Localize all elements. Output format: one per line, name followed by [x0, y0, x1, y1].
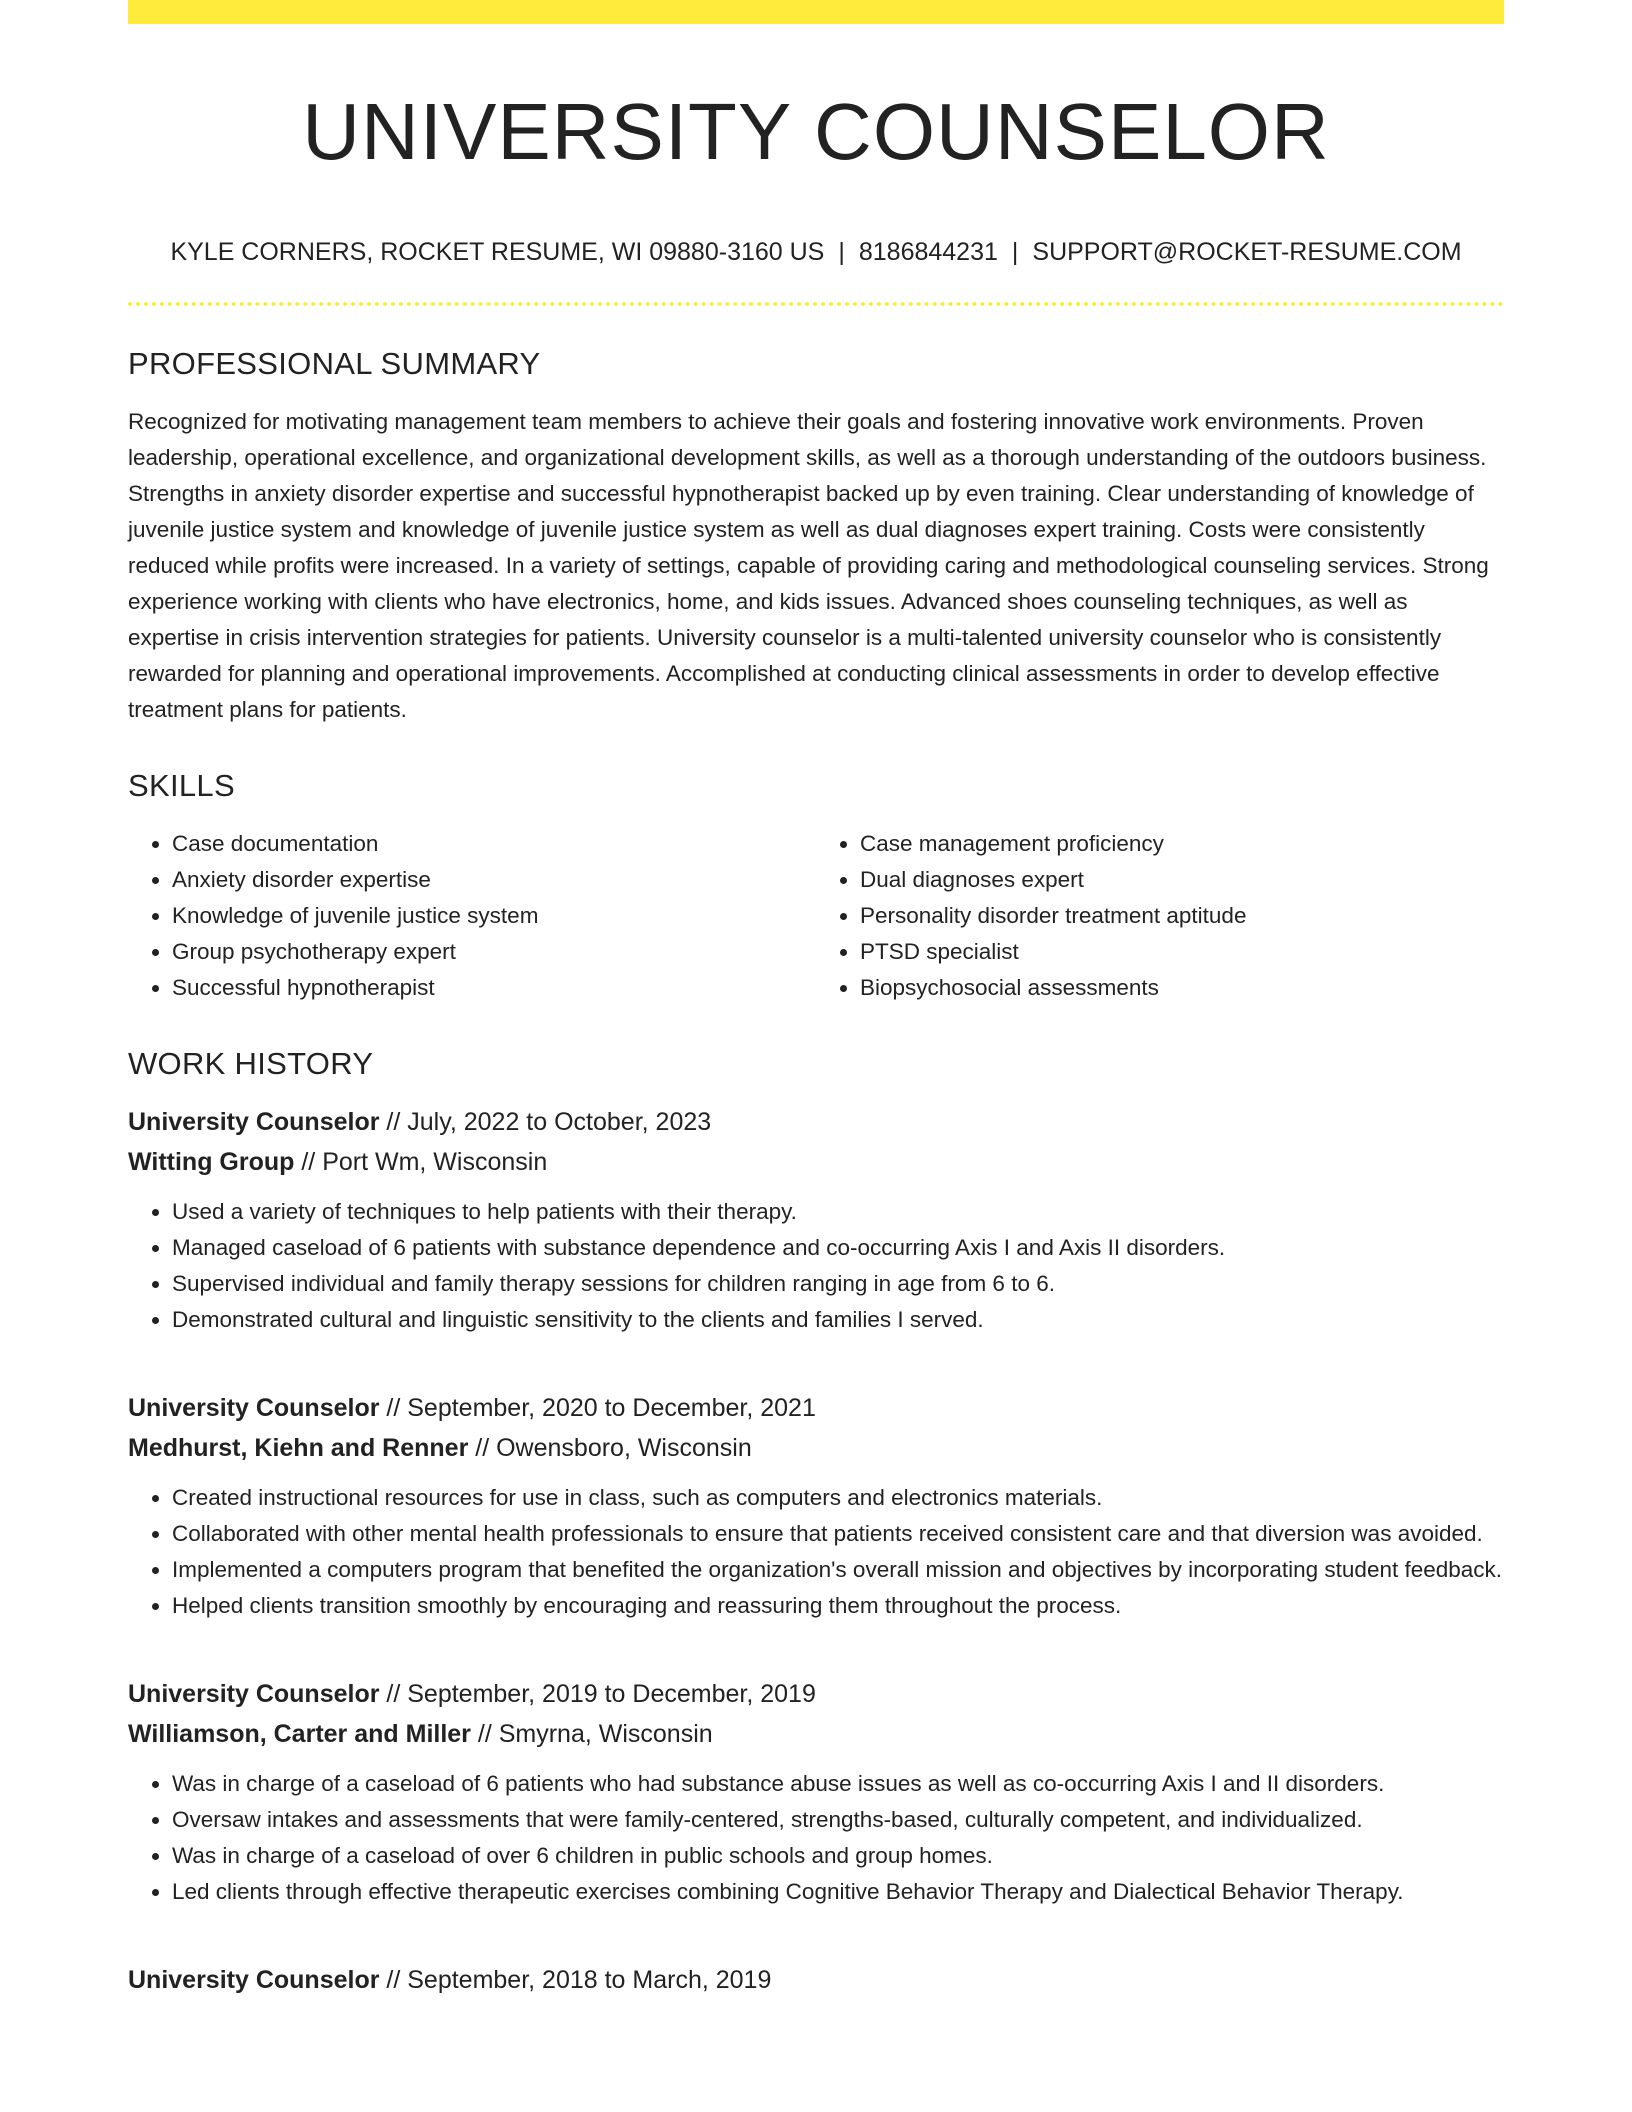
job-bullet: • Oversaw intakes and assessments that were family-centered, strengths-based, culturally competent, and individualized.: [172, 1802, 1504, 1838]
job-bullet: • Created instructional resources for use in class, such as computers and electronics materials.: [172, 1480, 1504, 1516]
skills-heading: SKILLS: [128, 768, 235, 803]
job-bullet: • Demonstrated cultural and linguistic sensitivity to the clients and families I served.: [172, 1302, 1504, 1338]
skill-item: • Successful hypnotherapist: [172, 970, 816, 1006]
contact-email: SUPPORT@ROCKET-RESUME.COM: [1032, 238, 1462, 266]
job-title-line: [128, 1388, 1504, 1428]
contact-separator: |: [1011, 238, 1019, 266]
skill-item: • Group psychotherapy expert: [172, 934, 816, 970]
job-bullets: [128, 1480, 1504, 1624]
job-bullet: • Was in charge of a caseload of 6 patients who had substance abuse issues as well as co-occurring Axis I and II disorders.: [172, 1766, 1504, 1802]
skills-list-left: [128, 826, 816, 1006]
job-title: University Counselor: [128, 1966, 380, 1994]
job-entry: [128, 1960, 1504, 2000]
job-bullet: • Supervised individual and family therapy sessions for children ranging in age from 6 to 6.: [172, 1266, 1504, 1302]
job-company: Witting Group: [128, 1148, 295, 1176]
skill-item: • Case management proficiency: [860, 826, 1504, 862]
job-company: Medhurst, Kiehn and Renner: [128, 1434, 469, 1462]
job-company-line: [128, 1714, 1504, 1754]
job-entry: [128, 1102, 1504, 1338]
work-history-heading: WORK HISTORY: [128, 1046, 374, 1081]
job-bullet: • Was in charge of a caseload of over 6 children in public schools and group homes.: [172, 1838, 1504, 1874]
contact-address: KYLE CORNERS, ROCKET RESUME, WI 09880-3160 US: [170, 238, 825, 266]
skill-item: • Biopsychosocial assessments: [860, 970, 1504, 1006]
job-location: // Smyrna, Wisconsin: [477, 1720, 713, 1748]
job-title-line: [128, 1102, 1504, 1142]
job-entry: [128, 1388, 1504, 1624]
job-bullet: • Led clients through effective therapeutic exercises combining Cognitive Behavior Therapy and Dialectical Behavior Therapy.: [172, 1874, 1504, 1910]
job-title-line: [128, 1960, 1504, 2000]
summary-text: Recognized for motivating management team members to achieve their goals and fostering innovative work environments. Proven leadership, operational excellence, and organizational development skills, as well as a thorough understanding of the outdoors business. Strengths in anxiety disorder expertise and successful hypnotherapist backed up by even training. Clear understanding of knowledge of juvenile justice system and knowledge of juvenile justice system as well as dual diagnoses expert training. Costs were consistently reduced while profits were increased. In a variety of settings, capable of providing caring and methodological counseling services. Strong experience working with clients who have electronics, home, and kids issues. Advanced shoes counseling techniques, as well as expertise in crisis intervention strategies for patients. University counselor is a multi-talented university counselor who is consistently rewarded for planning and operational improvements. Accomplished at conducting clinical assessments in order to develop effective treatment plans for patients.: [128, 409, 1489, 722]
resume-title: UNIVERSITY COUNSELOR: [302, 87, 1330, 176]
skills-list-right: [816, 826, 1504, 1006]
job-title: University Counselor: [128, 1394, 380, 1422]
skill-item: • Personality disorder treatment aptitude: [860, 898, 1504, 934]
job-dates: // July, 2022 to October, 2023: [386, 1108, 712, 1136]
job-title: University Counselor: [128, 1108, 380, 1136]
contact-phone: 8186844231: [858, 238, 998, 266]
job-company-line: [128, 1428, 1504, 1468]
job-bullet: • Helped clients transition smoothly by encouraging and reassuring them throughout the process.: [172, 1588, 1504, 1624]
job-bullet: • Used a variety of techniques to help patients with their therapy.: [172, 1194, 1504, 1230]
job-title: University Counselor: [128, 1680, 380, 1708]
job-dates: // September, 2019 to December, 2019: [386, 1680, 816, 1708]
skill-item: • Case documentation: [172, 826, 816, 862]
job-location: // Port Wm, Wisconsin: [301, 1148, 548, 1176]
resume-content: [128, 24, 1504, 2000]
job-bullet: • Managed caseload of 6 patients with substance dependence and co-occurring Axis I and Axis II disorders.: [172, 1230, 1504, 1266]
accent-top-bar: [128, 0, 1504, 24]
job-dates: // September, 2018 to March, 2019: [386, 1966, 772, 1994]
job-dates: // September, 2020 to December, 2021: [386, 1394, 816, 1422]
job-location: // Owensboro, Wisconsin: [475, 1434, 752, 1462]
skill-item: • Anxiety disorder expertise: [172, 862, 816, 898]
job-title-line: [128, 1674, 1504, 1714]
skill-item: • Knowledge of juvenile justice system: [172, 898, 816, 934]
job-company-line: [128, 1142, 1504, 1182]
job-bullets: [128, 1194, 1504, 1338]
job-entry: [128, 1674, 1504, 1910]
job-bullet: • Collaborated with other mental health professionals to ensure that patients received consistent care and that diversion was avoided.: [172, 1516, 1504, 1552]
skills-columns: [128, 826, 1504, 1006]
job-bullet: • Implemented a computers program that benefited the organization's overall mission and objectives by incorporating student feedback.: [172, 1552, 1504, 1588]
skill-item: • Dual diagnoses expert: [860, 862, 1504, 898]
job-company: Williamson, Carter and Miller: [128, 1720, 471, 1748]
contact-separator: |: [838, 238, 845, 266]
summary-heading: PROFESSIONAL SUMMARY: [128, 346, 541, 381]
job-bullets: [128, 1766, 1504, 1910]
dotted-divider: [128, 302, 1504, 306]
skill-item: • PTSD specialist: [860, 934, 1504, 970]
contact-line: [128, 236, 1504, 268]
